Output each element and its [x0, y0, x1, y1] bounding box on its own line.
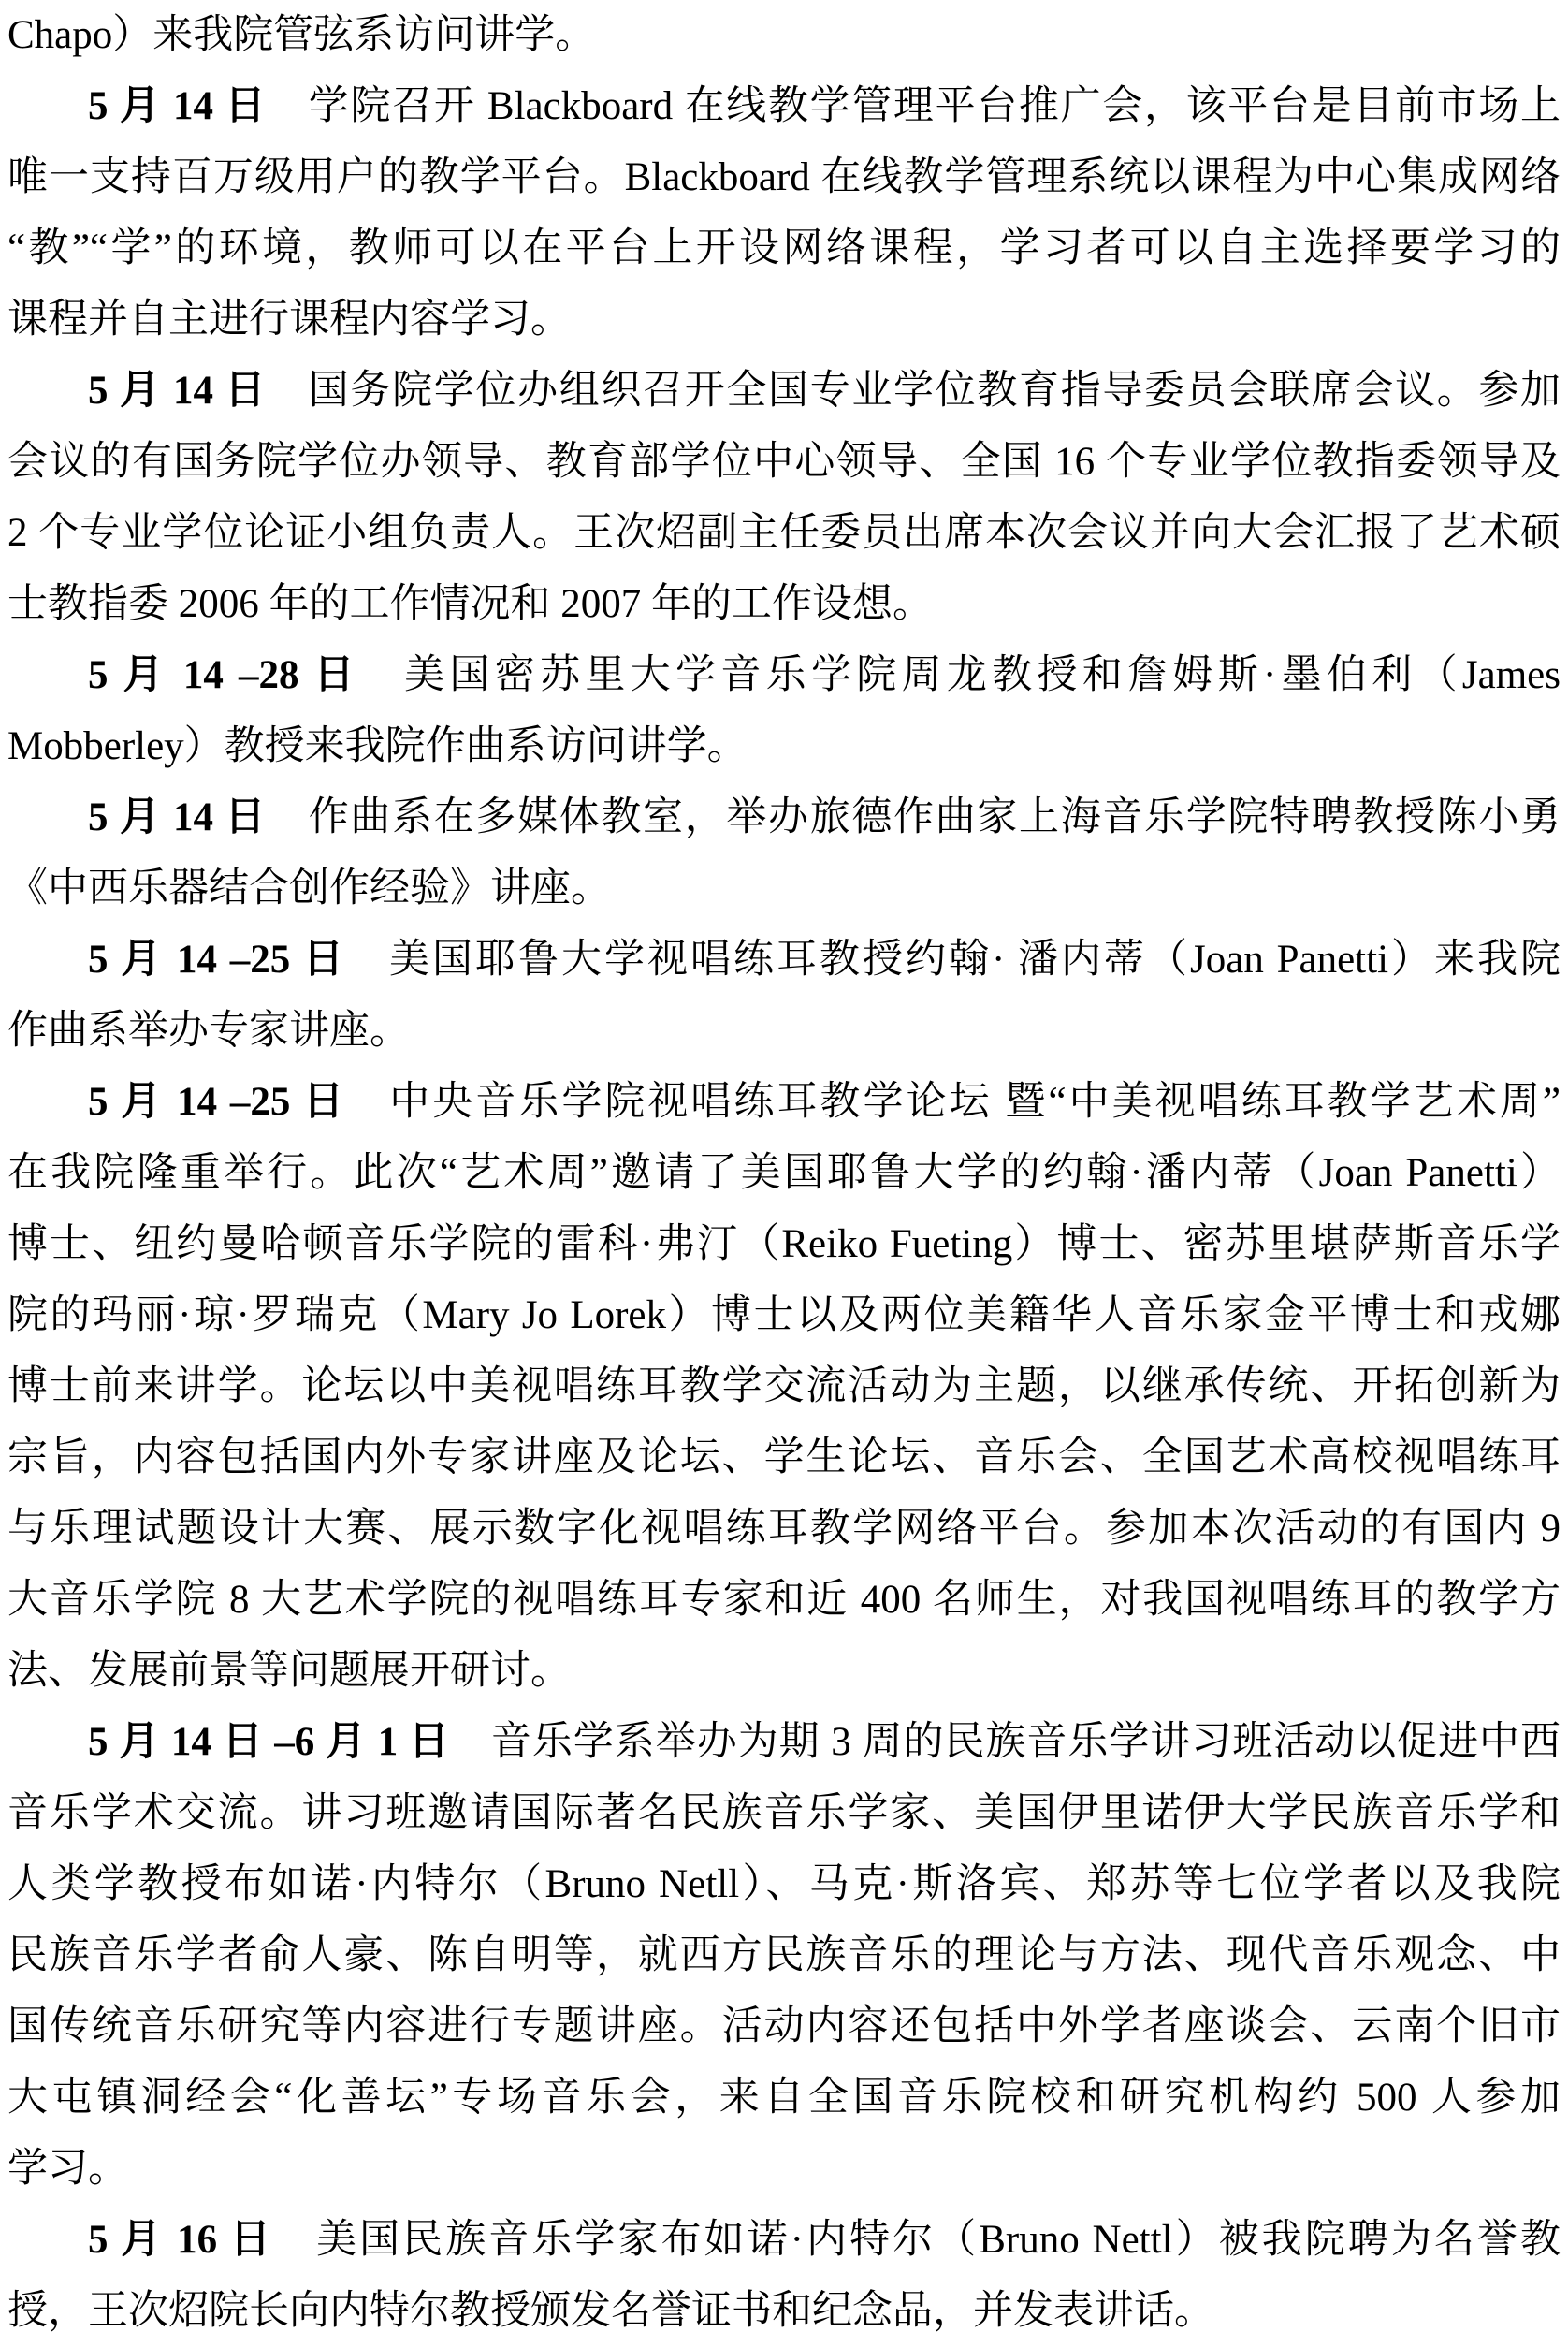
entry-line [7, 782, 1561, 853]
line-text: 学习。 [7, 2147, 128, 2191]
text-line [7, 2276, 1561, 2347]
line-text: 宗旨，内容包括国内外专家讲座及论坛、学生论坛、音乐会、全国艺术高校视唱练耳 [7, 1436, 1561, 1480]
line-text: 学院召开 Blackboard 在线教学管理平台推广会，该平台是目前市场上 [267, 84, 1561, 128]
text-line [7, 284, 1561, 356]
line-text: 院的玛丽·琼·罗瑞克（Mary Jo Lorek）博士以及两位美籍华人音乐家金平博士和戎娜 [7, 1293, 1561, 1337]
line-text: 法、发展前景等问题展开研讨。 [7, 1649, 571, 1693]
entry-line [7, 71, 1561, 142]
line-text: 美国耶鲁大学视唱练耳教授约翰· 潘内蒂（Joan Panetti）来我院 [346, 938, 1561, 982]
text-line [7, 1565, 1561, 1636]
text-line [7, 213, 1561, 284]
line-text: Chapo）来我院管弦系访问讲学。 [7, 13, 596, 57]
line-text: 2 个专业学位论证小组负责人。王次炤副主任委员出席本次会议并向大会汇报了艺术硕 [7, 511, 1561, 555]
line-text: 中央音乐学院视唱练耳教学论坛 暨“中美视唱练耳教学艺术周” [346, 1080, 1561, 1124]
text-line [7, 1636, 1561, 1707]
entry-date: 5 月 14 日 [88, 84, 268, 128]
entry-date: 5 月 14 日 [88, 369, 268, 413]
line-text: 作曲系在多媒体教室，举办旅德作曲家上海音乐学院特聘教授陈小勇 [267, 795, 1561, 839]
text-line [7, 2134, 1561, 2205]
line-text: 唯一支持百万级用户的教学平台。Blackboard 在线教学管理系统以课程为中心集成网络 [7, 155, 1561, 199]
line-text: 《中西乐器结合创作经验》讲座。 [7, 867, 611, 911]
text-line [7, 1991, 1561, 2063]
entry-line [7, 925, 1561, 996]
entry-date: 5 月 14 日 [88, 795, 268, 839]
entry-date: 5 月 14 –25 日 [88, 1080, 347, 1124]
line-text: 在我院隆重举行。此次“艺术周”邀请了美国耶鲁大学的约翰·潘内蒂（Joan Panetti） [7, 1151, 1561, 1195]
line-text: 音乐学系举办为期 3 周的民族音乐学讲习班活动以促进中西 [449, 1720, 1561, 1764]
text-line [7, 427, 1561, 498]
text-line [7, 569, 1561, 640]
line-text: 士教指委 2006 年的工作情况和 2007 年的工作设想。 [7, 582, 933, 626]
entry-line [7, 1067, 1561, 1138]
entry-line [7, 356, 1561, 427]
entry-date: 5 月 16 日 [88, 2218, 274, 2262]
line-text: 音乐学术交流。讲习班邀请国际著名民族音乐学家、美国伊里诺伊大学民族音乐学和 [7, 1791, 1561, 1835]
line-text: 博士前来讲学。论坛以中美视唱练耳教学交流活动为主题，以继承传统、开拓创新为 [7, 1364, 1561, 1408]
line-text: 与乐理试题设计大赛、展示数字化视唱练耳教学网络平台。参加本次活动的有国内 9 [7, 1507, 1561, 1551]
line-text: 大音乐学院 8 大艺术学院的视唱练耳专家和近 400 名师生，对我国视唱练耳的教学方 [7, 1578, 1561, 1622]
line-text: 美国密苏里大学音乐学院周龙教授和詹姆斯·墨伯利（James [358, 653, 1561, 697]
line-text: 大屯镇洞经会“化善坛”专场音乐会，来自全国音乐院校和研究机构约 500 人参加 [7, 2076, 1561, 2120]
entry-line [7, 1707, 1561, 1778]
entry-date: 5 月 14 –28 日 [88, 653, 359, 697]
line-text: Mobberley）教授来我院作曲系访问讲学。 [7, 724, 748, 768]
text-line [7, 853, 1561, 925]
text-line [7, 1849, 1561, 1920]
text-line [7, 996, 1561, 1067]
text-line [7, 1920, 1561, 1991]
text-line [7, 1351, 1561, 1422]
text-line [7, 498, 1561, 569]
text-line [7, 711, 1561, 782]
text-line [7, 1209, 1561, 1280]
entry-line [7, 2205, 1561, 2276]
line-text: 博士、纽约曼哈顿音乐学院的雷科·弗汀（Reiko Fueting）博士、密苏里堪萨斯音乐学 [7, 1222, 1561, 1266]
line-text: 民族音乐学者俞人豪、陈自明等，就西方民族音乐的理论与方法、现代音乐观念、中 [7, 1933, 1561, 1977]
line-text: 人类学教授布如诺·内特尔（Bruno Netll）、马克·斯洛宾、郑苏等七位学者以及我院 [7, 1862, 1561, 1906]
line-text: 作曲系举办专家讲座。 [7, 1009, 410, 1053]
entry-date: 5 月 14 –25 日 [88, 938, 346, 982]
text-line [7, 1494, 1561, 1565]
line-text: 会议的有国务院学位办领导、教育部学位中心领导、全国 16 个专业学位教指委领导及 [7, 440, 1561, 484]
text-line [7, 1422, 1561, 1494]
entry-date: 5 月 14 日 –6 月 1 日 [88, 1720, 450, 1764]
text-line [7, 2063, 1561, 2134]
line-text: 国务院学位办组织召开全国专业学位教育指导委员会联席会议。参加 [267, 369, 1561, 413]
text-line [7, 1138, 1561, 1209]
line-text: 授，王次炤院长向内特尔教授颁发名誉证书和纪念品，并发表讲话。 [7, 2289, 1214, 2333]
line-text: 美国民族音乐学家布如诺·内特尔（Bruno Nettl）被我院聘为名誉教 [273, 2218, 1561, 2262]
document-page [7, 0, 1561, 2347]
line-text: “教”“学”的环境，教师可以在平台上开设网络课程，学习者可以自主选择要学习的 [7, 226, 1561, 270]
text-line [7, 1778, 1561, 1849]
text-line [7, 1280, 1561, 1351]
entry-line [7, 640, 1561, 711]
text-line [7, 0, 1561, 71]
line-text: 课程并自主进行课程内容学习。 [7, 298, 571, 342]
text-line [7, 142, 1561, 213]
line-text: 国传统音乐研究等内容进行专题讲座。活动内容还包括中外学者座谈会、云南个旧市 [7, 2004, 1561, 2048]
